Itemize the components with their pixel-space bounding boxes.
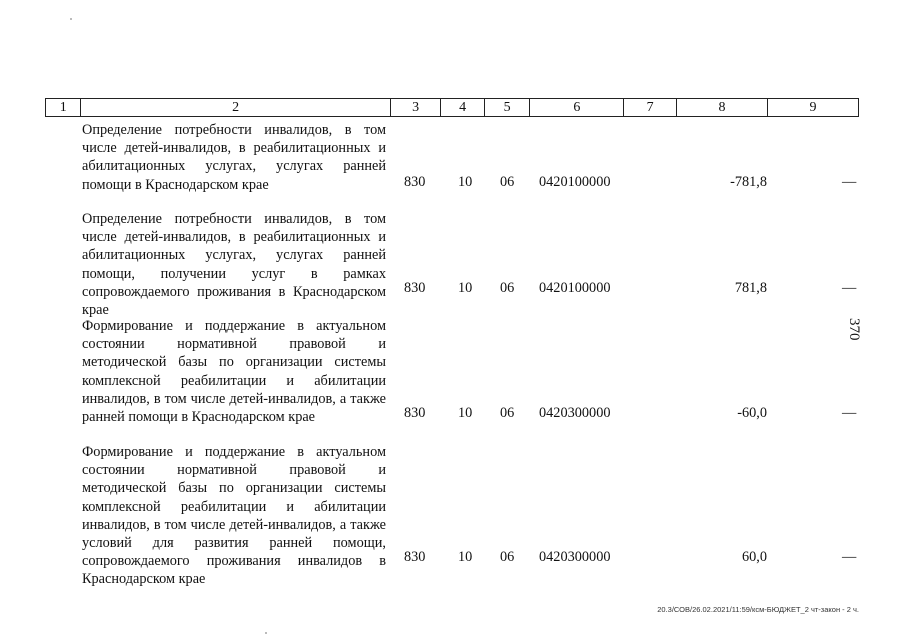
header-cell-1: 1	[46, 99, 81, 117]
row-code-col6: 0420300000	[539, 549, 611, 565]
footer-stamp: 20.3/СОВ/26.02.2021/11:59/ксм-БЮДЖЕТ_2 чт-закон - 2 ч.	[657, 605, 859, 614]
row-amount-col8: -781,8	[730, 174, 767, 190]
row-code-col4: 10	[458, 280, 473, 296]
row-code-col4: 10	[458, 549, 473, 565]
row-description: Формирование и поддержание в актуальном состоянии нормативной правовой и методической базы по организации системы комплексной реабилитации и абилитации инвалидов, в том числе детей-инвалидов, а также условий для развития ранней помощи, сопровождаемого проживания инвалидов в Краснодарском крае	[82, 444, 386, 588]
header-cell-5: 5	[484, 99, 530, 117]
row-code-col3: 830	[404, 549, 426, 565]
row-amount-col8: -60,0	[737, 405, 767, 421]
row-code-col5: 06	[500, 405, 515, 421]
row-code-col3: 830	[404, 405, 426, 421]
header-row	[46, 99, 859, 117]
row-amount-col9: —	[842, 549, 857, 565]
row-code-col3: 830	[404, 174, 426, 190]
scan-speck	[70, 18, 72, 20]
row-amount-col8: 781,8	[734, 280, 767, 296]
header-cell-4: 4	[441, 99, 484, 117]
header-cell-2: 2	[81, 99, 390, 117]
header-cell-8: 8	[676, 99, 767, 117]
row-description: Определение потребности инвалидов, в том числе детей-инвалидов, в реабилитационных и абилитационных услугах, услугах ранней помощи, получении услуг в рамках сопровождаемого проживания в Краснодарском крае	[82, 211, 386, 319]
column-header-table	[45, 98, 859, 117]
row-amount-col9: —	[842, 174, 857, 190]
row-code-col5: 06	[500, 280, 515, 296]
header-cell-9: 9	[767, 99, 858, 117]
row-code-col6: 0420100000	[539, 280, 611, 296]
row-code-col6: 0420300000	[539, 405, 611, 421]
row-description: Формирование и поддержание в актуальном состоянии нормативной правовой и методической базы по организации системы комплексной реабилитации и абилитации инвалидов, в том числе детей-инвалидов, а также ранней помощи в Краснодарском крае	[82, 318, 386, 426]
row-code-col3: 830	[404, 280, 426, 296]
row-code-col5: 06	[500, 549, 515, 565]
header-cell-6: 6	[530, 99, 624, 117]
row-amount-col8: 60,0	[741, 549, 767, 565]
page-number: 370	[846, 318, 862, 341]
row-amount-col9: —	[842, 405, 857, 421]
header-cell-3: 3	[390, 99, 441, 117]
row-amount-col9: —	[842, 280, 857, 296]
row-code-col5: 06	[500, 174, 515, 190]
row-description: Определение потребности инвалидов, в том числе детей-инвалидов, в реабилитационных и абилитационных услугах, услугах ранней помощи в Краснодарском крае	[82, 122, 386, 193]
header-cell-7: 7	[624, 99, 677, 117]
row-code-col4: 10	[458, 405, 473, 421]
row-code-col6: 0420100000	[539, 174, 611, 190]
scan-speck	[265, 632, 267, 634]
row-code-col4: 10	[458, 174, 473, 190]
